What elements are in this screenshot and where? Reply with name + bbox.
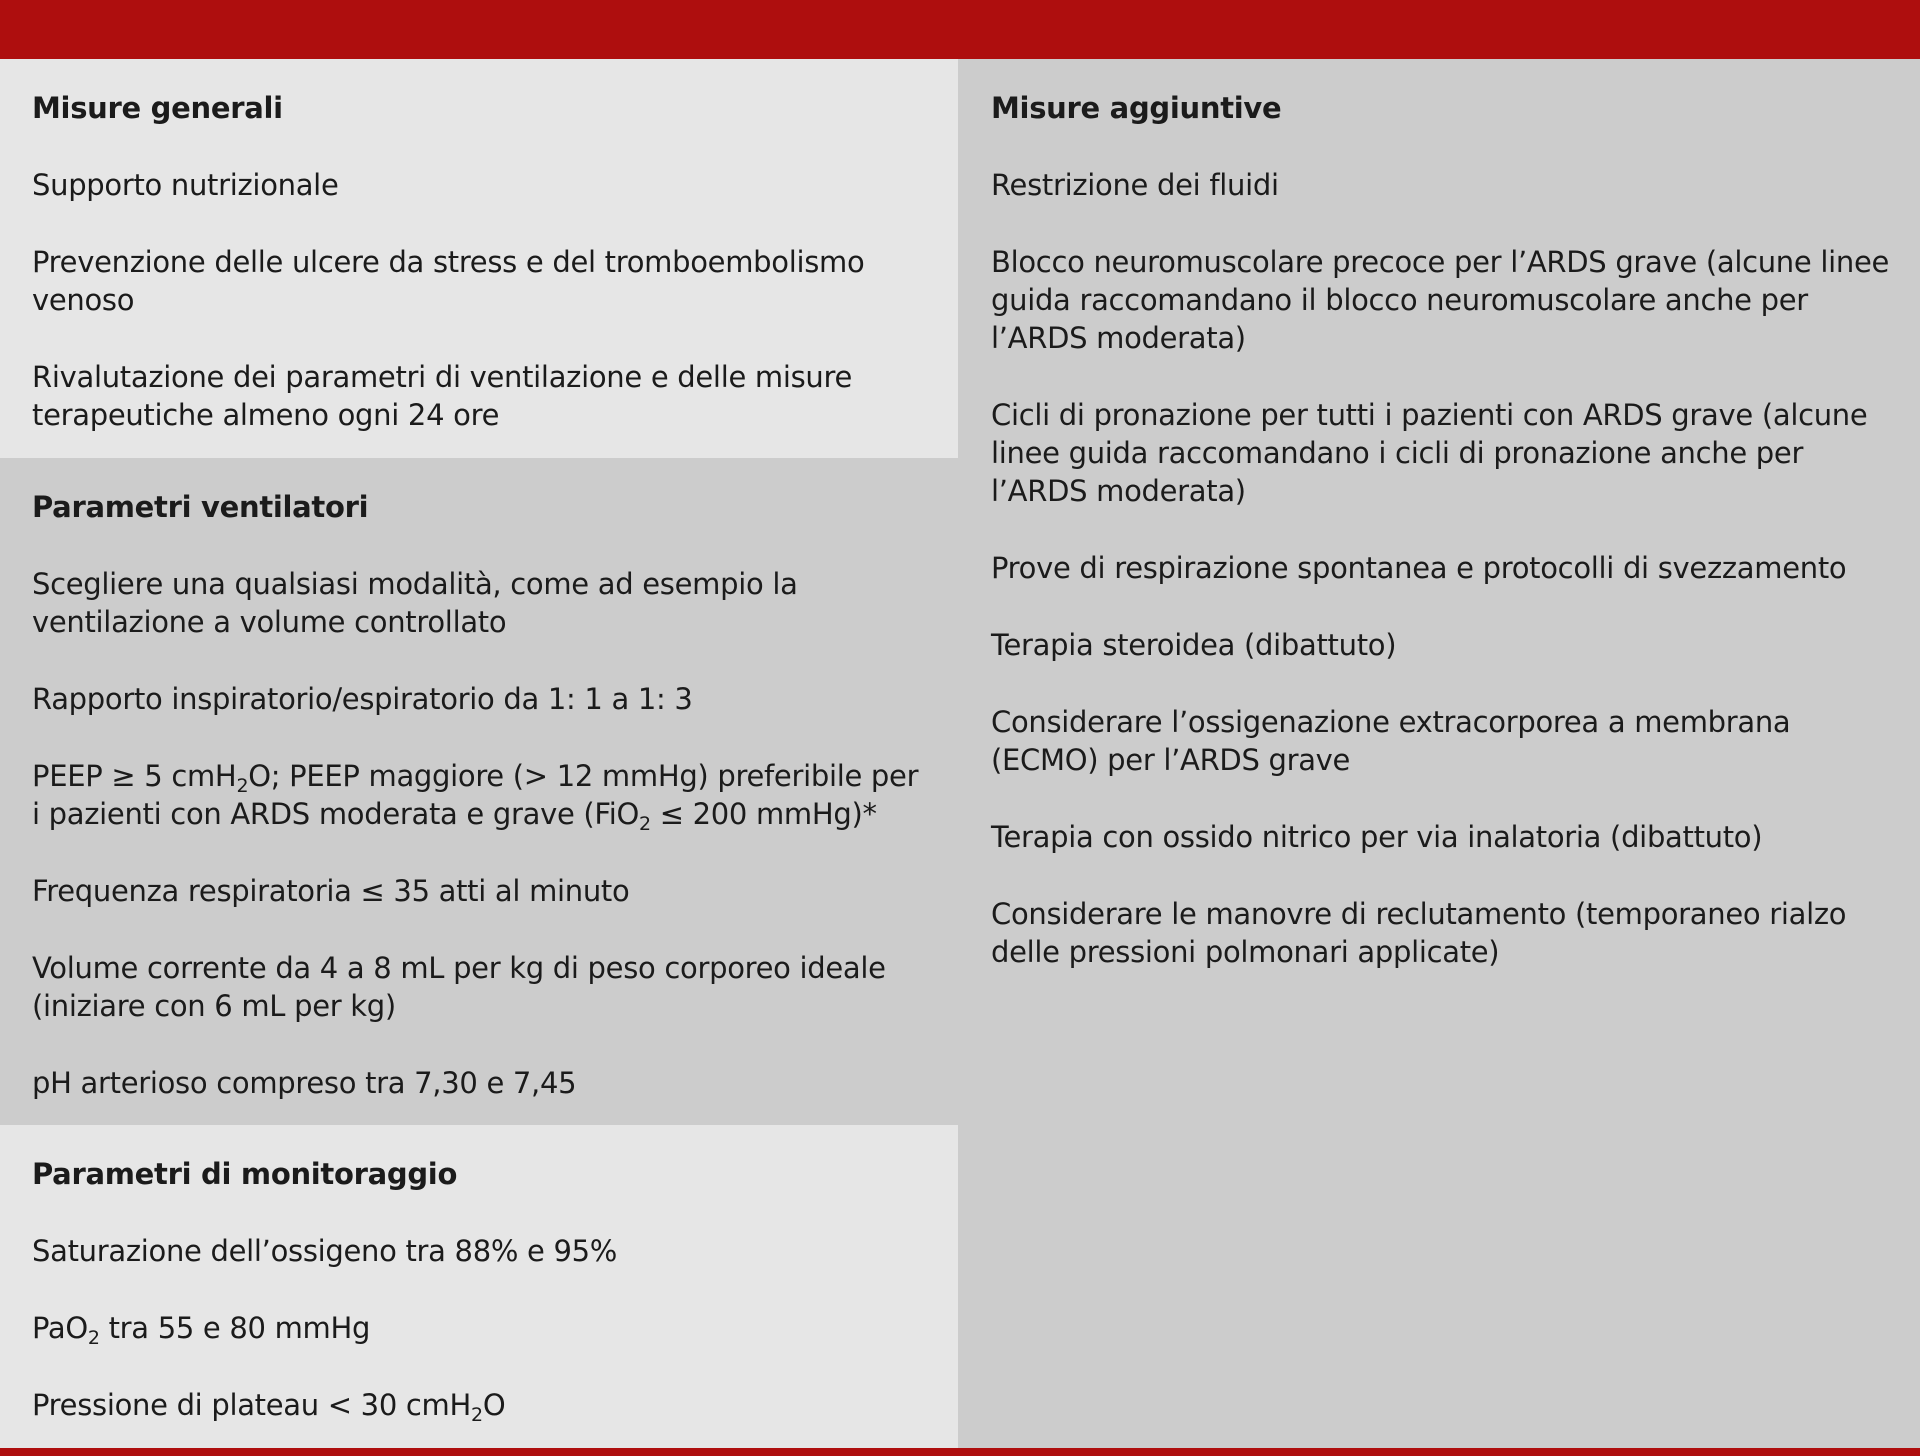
list-item: pH arterioso compreso tra 7,30 e 7,45	[32, 1066, 577, 1100]
general-measures-panel	[0, 59, 958, 458]
peep-item	[32, 757, 932, 833]
plateau-subscript: 2	[471, 1404, 483, 1426]
list-item: Terapia con ossido nitrico per via inalatoria (dibattuto)	[991, 820, 1763, 854]
list-item: Scegliere una qualsiasi modalità, come ad esempio la ventilazione a volume controllato	[32, 567, 798, 639]
list-item: Considerare l’ossigenazione extracorporea a membrana (ECMO) per l’ARDS grave	[991, 705, 1791, 777]
general-measures-heading: Misure generali	[32, 91, 283, 125]
list-item: Volume corrente da 4 a 8 mL per kg di peso corporeo ideale (iniziare con 6 mL per kg)	[32, 951, 886, 1023]
header-bar	[0, 0, 1920, 59]
pao2-item	[32, 1309, 932, 1347]
plateau-item	[32, 1386, 932, 1424]
list-item: Cicli di pronazione per tutti i pazienti con ARDS grave (alcune linee guida raccomandano i cicli di pronazione anche per l’ARDS moderata)	[991, 398, 1868, 508]
pao2-subscript: 2	[87, 1327, 100, 1349]
additional-measures-heading: Misure aggiuntive	[991, 91, 1282, 125]
list-item: Frequenza respiratoria ≤ 35 atti al minuto	[32, 874, 630, 908]
peep-text-c: ≤ 200 mmHg)*	[650, 797, 877, 831]
list-item: Blocco neuromuscolare precoce per l’ARDS grave (alcune linee guida raccomandano il blocco neuromuscolare anche per l’ARDS moderata)	[991, 245, 1890, 355]
pao2-text-b: tra 55 e 80 mmHg	[99, 1311, 371, 1345]
monitoring-parameters-panel	[0, 1125, 958, 1448]
peep-subscript-1: 2	[236, 775, 249, 797]
monitoring-parameters-heading: Parametri di monitoraggio	[32, 1157, 458, 1191]
peep-text-a: PEEP ≥ 5 cmH	[32, 759, 237, 793]
list-item: Considerare le manovre di reclutamento (temporaneo rialzo delle pressioni polmonari applicate)	[991, 897, 1847, 969]
peep-subscript-2: 2	[638, 813, 651, 835]
list-item: Saturazione dell’ossigeno tra 88% e 95%	[32, 1234, 618, 1268]
list-item: Prevenzione delle ulcere da stress e del tromboembolismo venoso	[32, 245, 865, 317]
list-item: Supporto nutrizionale	[32, 168, 339, 202]
ventilator-parameters-panel	[0, 458, 958, 1125]
additional-measures-panel	[958, 59, 1920, 1448]
list-item: Rivalutazione dei parametri di ventilazione e delle misure terapeutiche almeno ogni 24 ore	[32, 360, 853, 432]
plateau-text-a: Pressione di plateau < 30 cmH	[32, 1388, 472, 1422]
ventilator-parameters-heading: Parametri ventilatori	[32, 490, 369, 524]
list-item: Terapia steroidea (dibattuto)	[991, 628, 1397, 662]
peep-text-b: O; PEEP maggiore (> 12 mmHg) preferibile per i pazienti con ARDS moderata e grave (FiO	[32, 759, 919, 831]
plateau-text-b: O	[482, 1388, 506, 1422]
list-item: Rapporto inspiratorio/espiratorio da 1: 1 a 1: 3	[32, 682, 693, 716]
pao2-text-a: PaO	[32, 1311, 88, 1345]
footer-bar	[0, 1448, 1920, 1456]
list-item: Restrizione dei fluidi	[991, 168, 1279, 202]
list-item: Prove di respirazione spontanea e protocolli di svezzamento	[991, 551, 1847, 585]
